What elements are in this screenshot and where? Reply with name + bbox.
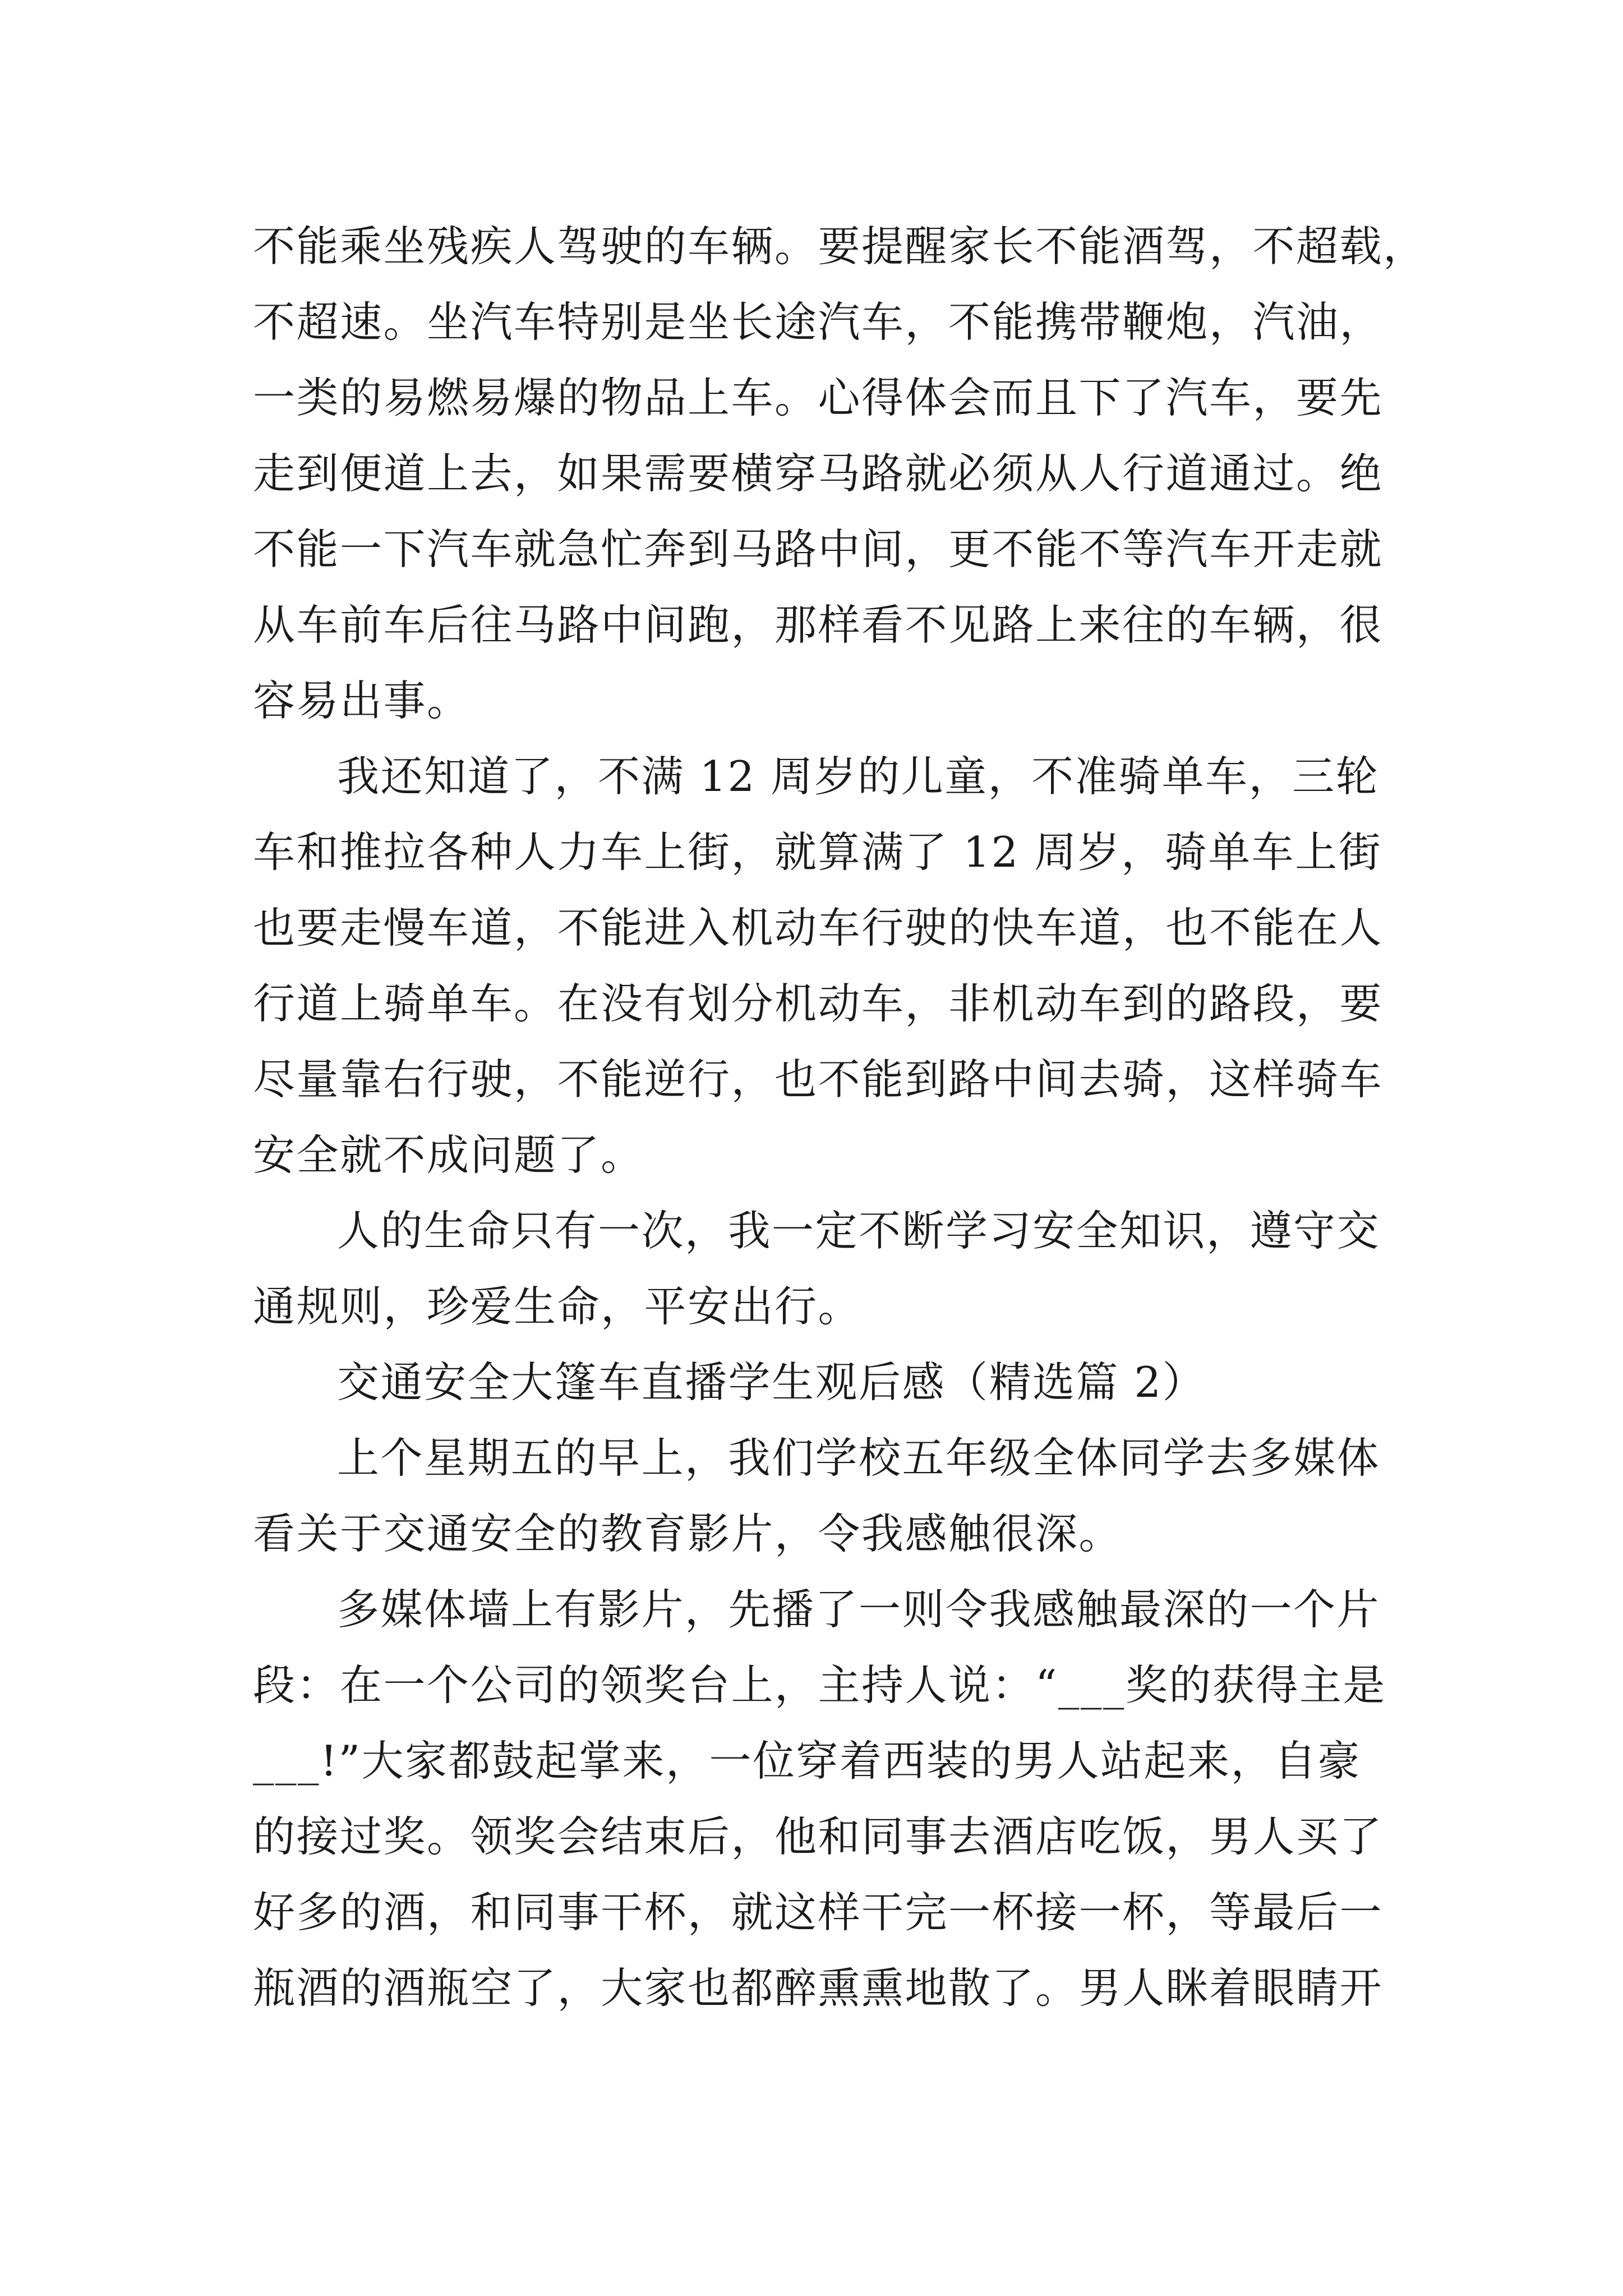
text-line: 行道上骑单车。在没有划分机动车，非机动车到的路段，要: [253, 979, 1384, 1028]
paragraph-start-line: 人的生命只有一次，我一定不断学习安全知识，遵守交: [337, 1206, 1381, 1255]
text-line: 通规则，珍爱生命，平安出行。: [253, 1282, 862, 1331]
text-line: 也要走慢车道，不能进入机动车行驶的快车道，也不能在人: [253, 903, 1384, 953]
text-line: 的接过奖。领奖会结束后，他和同事去酒店吃饭，男人买了: [253, 1812, 1384, 1861]
text-line: 尽量靠右行驶，不能逆行，也不能到路中间去骑，这样骑车: [253, 1055, 1384, 1104]
text-line: 不能一下汽车就急忙奔到马路中间，更不能不等汽车开走就: [253, 524, 1384, 574]
paragraph-start-line: 我还知道了，不满 12 周岁的儿童，不准骑单车，三轮: [337, 752, 1380, 801]
text-line: 容易出事。: [253, 676, 471, 725]
text-line: 不能乘坐残疾人驾驶的车辆。要提醒家长不能酒驾，不超载，: [253, 222, 1427, 271]
text-line: ___!”大家都鼓起掌来，一位穿着西装的男人站起来，自豪: [253, 1736, 1361, 1786]
text-line: 瓶酒的酒瓶空了，大家也都醉熏熏地散了。男人眯着眼睛开: [253, 1963, 1384, 2013]
section-heading: 交通安全大篷车直播学生观后感（精选篇 2）: [337, 1358, 1206, 1407]
text-line: 一类的易燃易爆的物品上车。心得体会而且下了汽车，要先: [253, 373, 1384, 422]
body-text: [253, 209, 1427, 2026]
text-line: 走到便道上去，如果需要横穿马路就必须从人行道通过。绝: [253, 449, 1384, 498]
paragraph-start-line: 多媒体墙上有影片，先播了一则令我感触最深的一个片: [337, 1585, 1381, 1634]
text-line: 不超速。坐汽车特别是坐长途汽车，不能携带鞭炮，汽油，: [253, 297, 1384, 347]
text-line: 看关于交通安全的教育影片，令我感触很深。: [253, 1509, 1123, 1558]
text-line: 车和推拉各种人力车上街，就算满了 12 周岁，骑单车上街: [253, 827, 1382, 877]
text-line: 段：在一个公司的领奖台上，主持人说：“___奖的获得主是: [253, 1660, 1386, 1710]
text-line: 安全就不成问题了。: [253, 1130, 644, 1180]
paragraph-start-line: 上个星期五的早上，我们学校五年级全体同学去多媒体: [337, 1433, 1381, 1483]
text-line: 从车前车后往马路中间跑，那样看不见路上来往的车辆，很: [253, 600, 1384, 650]
text-line: 好多的酒，和同事干杯，就这样干完一杯接一杯，等最后一: [253, 1888, 1384, 1937]
